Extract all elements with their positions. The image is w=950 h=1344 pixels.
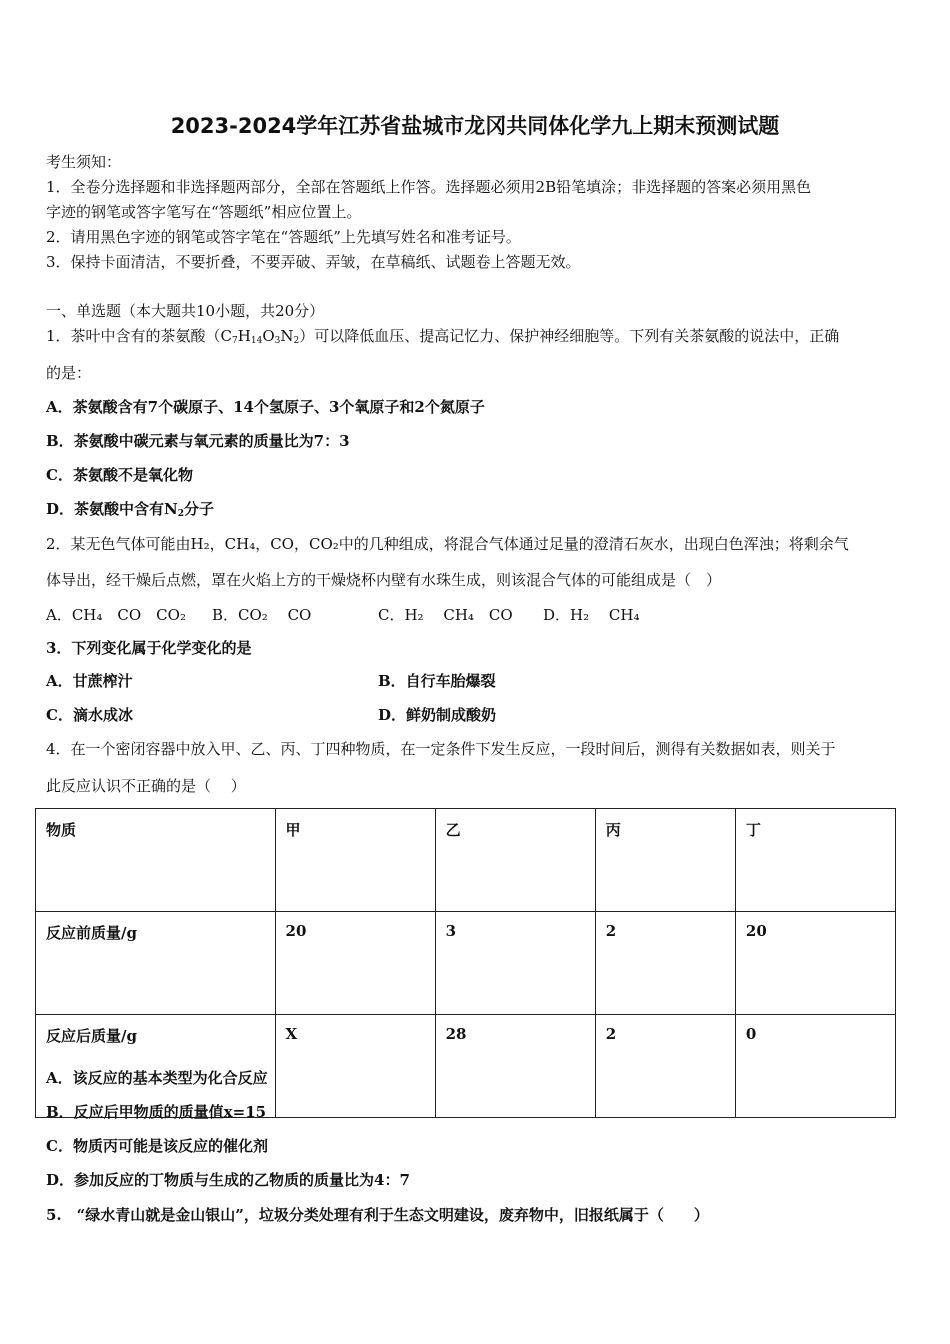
table-cell: 丁 (735, 809, 895, 912)
q3-option-d: D．鲜奶制成酸奶 (378, 706, 497, 724)
table-cell: 丙 (595, 809, 735, 912)
question-4-stem-cont: 此反应认识不正确的是（ ） (46, 777, 246, 795)
q2-option-a: A．CH₄ CO CO₂ (46, 606, 186, 624)
notice-item-1: 1．全卷分选择题和非选择题两部分，全部在答题纸上作答。选择题必须用2B铅笔填涂；非选择题的答案必须用黑色 (46, 178, 812, 196)
question-2-stem-cont: 体导出，经干燥后点燃，罩在火焰上方的干燥烧杯内壁有水珠生成，则该混合气体的可能组成是（ ） (46, 571, 722, 589)
q2-option-c: C．H₂ CH₄ CO (378, 606, 513, 624)
question-1-stem-cont: 的是： (46, 364, 92, 382)
q1-option-d: D．茶氨酸中含有$N_2$分子 (46, 500, 215, 519)
table-cell: 28 (435, 1015, 595, 1118)
table-cell: X (275, 1015, 435, 1118)
q1-option-a: A．茶氨酸含有7个碳原子、14个氢原子、3个氧原子和2个氮原子 (46, 398, 485, 416)
q2-option-b: B．CO₂ CO (212, 606, 312, 624)
table-cell: 0 (735, 1015, 895, 1118)
table-cell: 3 (435, 912, 595, 1015)
table-cell: 2 (595, 1015, 735, 1118)
q1-stem-part2: ）可以降低血压、提高记忆力、保护神经细胞等。下列有关茶氨酸的说法中，正确 (299, 327, 840, 345)
question-4-stem: 4．在一个密闭容器中放入甲、乙、丙、丁四种物质，在一定条件下发生反应，一段时间后，测得有关数据如表，则关于 (46, 740, 836, 758)
table-cell: 反应后质量/g (36, 1015, 276, 1118)
q2-option-d: D．H₂ CH₄ (543, 606, 640, 624)
table-header-row (36, 809, 896, 912)
table-cell: 乙 (435, 809, 595, 912)
table-row (36, 912, 896, 1015)
q4-option-d: D．参加反应的丁物质与生成的乙物质的质量比为4：7 (46, 1171, 410, 1189)
table-cell: 2 (595, 912, 735, 1015)
q4-option-b: B．反应后甲物质的质量值x=15 (46, 1103, 267, 1121)
question-5-stem: 5. “绿水青山就是金山银山”，垃圾分类处理有利于生态文明建设，废弃物中，旧报纸属于（ ） (46, 1206, 709, 1224)
table-cell: 20 (275, 912, 435, 1015)
table-cell: 20 (735, 912, 895, 1015)
question-2-stem: 2．某无色气体可能由H₂，CH₄，CO，CO₂中的几种组成，将混合气体通过足量的澄清石灰水，出现白色浑浊；将剩余气 (46, 535, 849, 553)
notice-item-1-cont: 字迹的钢笔或答字笔写在“答题纸”相应位置上。 (46, 203, 362, 221)
question-3-stem: 3．下列变化属于化学变化的是 (46, 639, 252, 657)
q4-option-a: A．该反应的基本类型为化合反应 (46, 1069, 268, 1087)
table-cell: 甲 (275, 809, 435, 912)
q4-option-c: C．物质丙可能是该反应的催化剂 (46, 1137, 268, 1155)
notice-item-3: 3．保持卡面清洁，不要折叠，不要弄破、弄皱，在草稿纸、试题卷上答题无效。 (46, 253, 581, 271)
q1-formula: $C_7H_{14}O_3N_2$ (220, 327, 300, 346)
q3-option-b: B．自行车胎爆裂 (378, 672, 496, 690)
q1-option-b: B．茶氨酸中碳元素与氧元素的质量比为7：3 (46, 432, 350, 450)
q1-stem-part1: 1．茶叶中含有的茶氨酸（ (46, 327, 221, 345)
section-heading: 一、单选题（本大题共10小题，共20分） (46, 302, 325, 320)
table-cell: 物质 (36, 809, 276, 912)
q3-option-a: A．甘蔗榨汁 (46, 672, 133, 690)
question-1-stem (46, 326, 839, 346)
q3-option-c: C．滴水成冰 (46, 706, 133, 724)
notice-heading: 考生须知： (46, 153, 122, 171)
q1-option-c: C．茶氨酸不是氧化物 (46, 466, 193, 484)
page-title: 2023-2024学年江苏省盐城市龙冈共同体化学九上期末预测试题 (170, 114, 780, 138)
notice-item-2: 2．请用黑色字迹的钢笔或答字笔在“答题纸”上先填写姓名和准考证号。 (46, 228, 521, 246)
table-cell: 反应前质量/g (36, 912, 276, 1015)
